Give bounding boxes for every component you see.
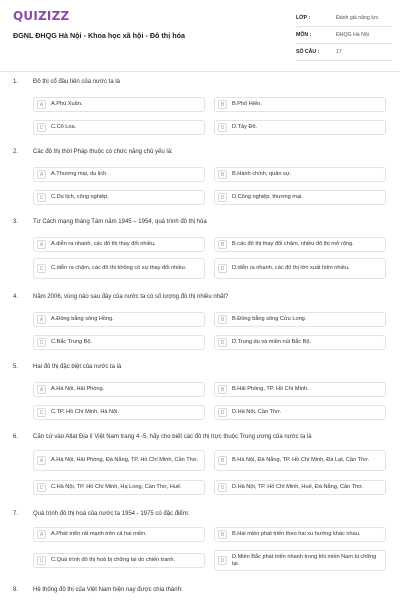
question-text: Năm 2006, vùng nào sau đây của nước ta có số lượng đô thị nhiều nhất? — [33, 294, 229, 300]
option-a[interactable] — [33, 312, 205, 327]
question-number: 6. — [13, 434, 19, 440]
option-letter: C — [37, 264, 46, 273]
option-text: D.Hà Nội, TP. Hồ Chí Minh, Huế, Đà Nẵng, Cần Thơ. — [232, 484, 364, 490]
meta-label: MÔN : — [296, 32, 312, 38]
option-d[interactable] — [214, 190, 386, 205]
option-c[interactable] — [33, 335, 205, 350]
option-letter: B — [218, 456, 227, 465]
option-letter: D — [218, 193, 227, 202]
option-letter: C — [37, 193, 46, 202]
question-number: 1. — [13, 79, 19, 85]
option-letter: A — [37, 170, 46, 179]
option-text: A.Hà Nội, Hải Phòng, Đà Nẵng, TP. Hồ Chí Minh, Cần Thơ. — [51, 457, 199, 463]
option-letter: B — [218, 170, 227, 179]
question-number: 2. — [13, 149, 19, 155]
question-number: 7. — [13, 511, 19, 517]
option-text: C.Du lịch, công nghiệp. — [51, 194, 109, 200]
option-text: D.diễn ra nhanh, các đô thị lớn xuất hiện nhiều. — [232, 265, 350, 271]
option-text: A.Phát triển rất mạnh trên cả hai miền. — [51, 531, 147, 537]
document-title: ĐGNL ĐHQG Hà Nội - Khoa học xã hội - Đô thị hóa — [13, 31, 185, 40]
meta-value: ĐHQG Hà Nội — [336, 32, 369, 38]
option-letter: C — [37, 483, 46, 492]
meta-row-class — [296, 10, 392, 27]
option-a[interactable] — [33, 97, 205, 112]
option-a[interactable] — [33, 237, 205, 252]
option-text: C.Quá trình đô thị hoá bị chững lại do chiến tranh. — [51, 557, 176, 563]
option-c[interactable] — [33, 120, 205, 135]
option-a[interactable] — [33, 167, 205, 182]
option-text: D.Tây Đô. — [232, 124, 258, 130]
option-text: A.Hà Nội, Hải Phòng. — [51, 386, 105, 392]
option-letter: B — [218, 385, 227, 394]
option-text: C.Hà Nội, TP. Hồ Chí Minh, Hạ Long, Cần Thơ, Huế. — [51, 484, 182, 490]
option-text: A.Đồng bằng sông Hồng. — [51, 316, 114, 322]
option-letter: D — [218, 556, 227, 565]
option-letter: D — [218, 264, 227, 273]
option-letter: B — [218, 530, 227, 539]
option-text: D.Hà Nội, Cần Thơ. — [232, 409, 282, 415]
option-c[interactable] — [33, 405, 205, 420]
option-letter: C — [37, 338, 46, 347]
option-letter: D — [218, 123, 227, 132]
option-b[interactable] — [214, 237, 386, 252]
option-letter: A — [37, 100, 46, 109]
option-text: B.các đô thị thay đổi chậm, nhiều đô thị mở rộng. — [232, 241, 354, 247]
question-text: Hai đô thị đặc biệt của nước ta là — [33, 364, 122, 370]
meta-label: SỐ CÂU : — [296, 49, 320, 55]
option-text: B.Hai miền phát triển theo hai xu hướng khác nhau. — [232, 531, 361, 537]
option-letter: A — [37, 385, 46, 394]
meta-value: 17 — [336, 49, 342, 55]
option-d[interactable] — [214, 550, 386, 571]
option-b[interactable] — [214, 167, 386, 182]
option-text: B.Đồng bằng sông Cửu Long. — [232, 316, 307, 322]
option-letter: C — [37, 408, 46, 417]
option-letter: B — [218, 315, 227, 324]
option-letter: C — [37, 123, 46, 132]
option-text: C.Bắc Trung Bộ. — [51, 339, 93, 345]
option-text: B.Phố Hiến. — [232, 101, 262, 107]
option-c[interactable] — [33, 190, 205, 205]
option-b[interactable] — [214, 450, 386, 471]
option-text: D.Công nghiệp, thương mại. — [232, 194, 303, 200]
option-b[interactable] — [214, 527, 386, 542]
meta-row-subject — [296, 27, 392, 44]
option-d[interactable] — [214, 120, 386, 135]
meta-label: LỚP : — [296, 15, 311, 21]
option-a[interactable] — [33, 450, 205, 471]
header-divider — [0, 71, 400, 72]
option-letter: D — [218, 408, 227, 417]
question-text: Quá trình đô thị hoá của nước ta 1954 - 1975 có đặc điểm: — [33, 511, 190, 517]
option-letter: B — [218, 100, 227, 109]
option-text: A.diễn ra nhanh, các đô thị thay đổi nhiều. — [51, 241, 156, 247]
question-text: Các đô thị thời Pháp thuộc có chức năng chủ yếu là: — [33, 149, 173, 155]
question-number: 3. — [13, 219, 19, 225]
option-text: B.Hà Nội, Đà Nẵng, TP. Hồ Chí Minh, Đà Lạt, Cần Thơ. — [232, 457, 370, 463]
option-letter: B — [218, 240, 227, 249]
question-number: 5. — [13, 364, 19, 370]
question-number: 8. — [13, 587, 19, 593]
option-b[interactable] — [214, 97, 386, 112]
option-text: B.Hải Phòng, TP. Hồ Chí Minh. — [232, 386, 309, 392]
option-c[interactable] — [33, 553, 205, 568]
question-text: Đô thị cổ đầu tiên của nước ta là — [33, 79, 120, 85]
option-letter: A — [37, 456, 46, 465]
option-a[interactable] — [33, 527, 205, 542]
option-b[interactable] — [214, 312, 386, 327]
meta-row-question-count — [296, 44, 392, 61]
page-header — [0, 0, 400, 68]
option-text: C.TP. Hồ Chí Minh, Hà Nội. — [51, 409, 119, 415]
option-b[interactable] — [214, 382, 386, 397]
option-d[interactable] — [214, 480, 386, 495]
question-number: 4. — [13, 294, 19, 300]
option-text: A.Thương mại, du lịch. — [51, 171, 108, 177]
question-text: Căn cứ vào Atlat Địa lí Việt Nam trang 4 -5, hãy cho biết các đô thị trực thuộc Trung ương của nước ta là — [33, 434, 312, 440]
option-text: B.Hành chính, quân sự. — [232, 171, 292, 177]
option-letter: A — [37, 240, 46, 249]
option-a[interactable] — [33, 382, 205, 397]
question-text: Hệ thống đô thị của Việt Nam hiện nay được chia thành: — [33, 587, 183, 593]
option-d[interactable] — [214, 258, 386, 279]
option-d[interactable] — [214, 335, 386, 350]
option-text: A.Phú Xuân. — [51, 101, 83, 107]
option-text: C.diễn ra chậm, các đô thị không có sự thay đổi nhiều. — [51, 265, 187, 271]
option-text: C.Cổ Loa. — [51, 124, 77, 130]
meta-value: Đánh giá năng lực — [336, 15, 379, 21]
quizizz-logo: QUIZIZZ — [13, 9, 70, 23]
option-text: D.Miền Bắc phát triển nhanh trong khi miền Nam bị chững lại. — [232, 553, 377, 567]
option-letter: D — [218, 338, 227, 347]
option-c[interactable] — [33, 480, 205, 495]
question-text: Từ Cách mạng tháng Tám năm 1945 – 1954, quá trình đô thị hóa — [33, 219, 207, 225]
option-d[interactable] — [214, 405, 386, 420]
option-letter: A — [37, 315, 46, 324]
option-letter: D — [218, 483, 227, 492]
option-letter: C — [37, 556, 46, 565]
option-text: D.Trung du và miền núi Bắc Bộ. — [232, 339, 312, 345]
meta-table — [296, 10, 392, 61]
option-letter: A — [37, 530, 46, 539]
option-c[interactable] — [33, 258, 205, 279]
